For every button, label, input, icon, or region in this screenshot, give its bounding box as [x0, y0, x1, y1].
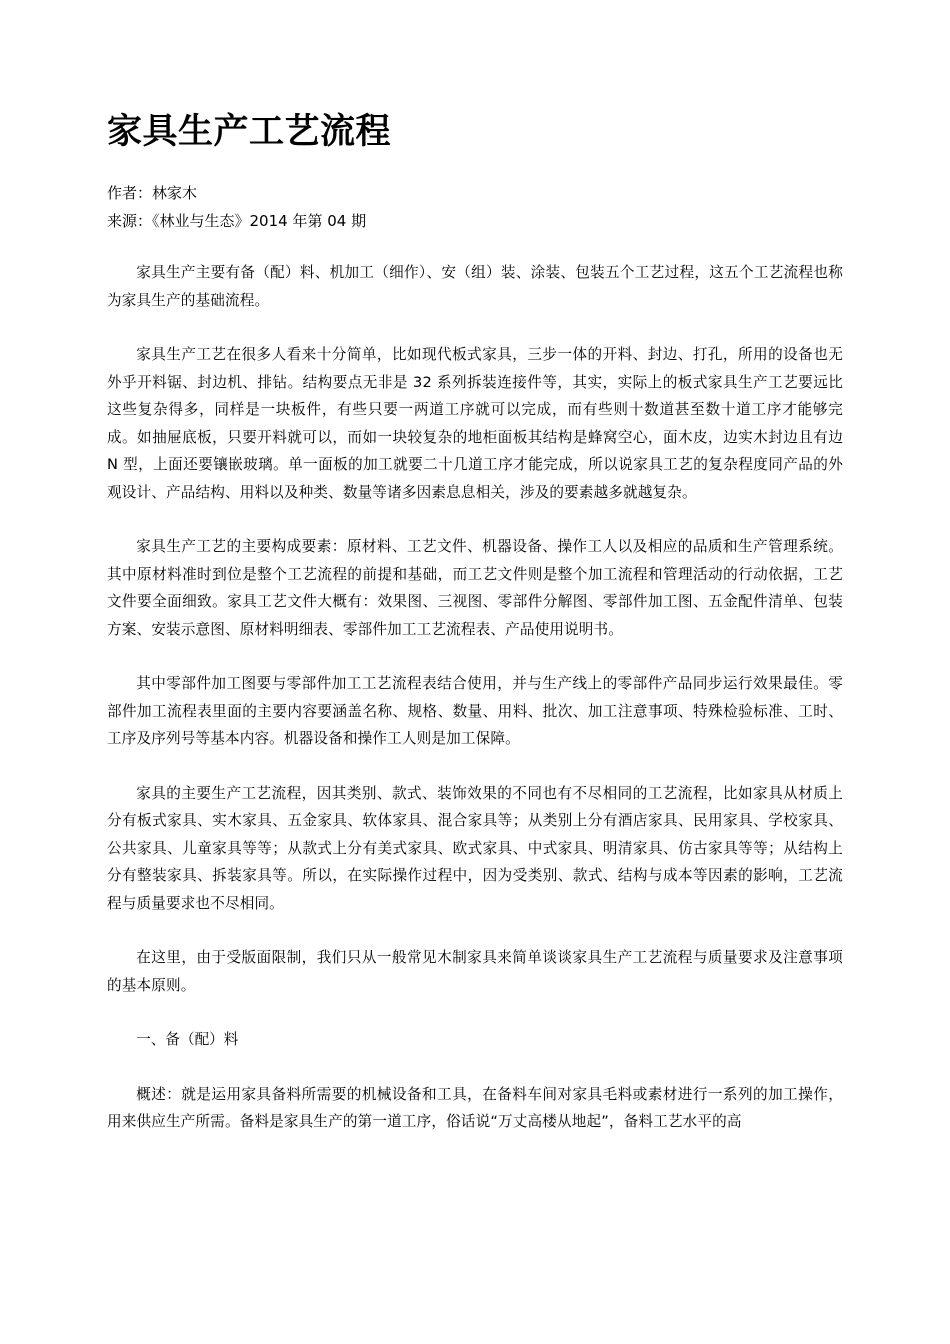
paragraph-categories: 家具的主要生产工艺流程，因其类别、款式、装饰效果的不同也有不尽相同的工艺流程，比如家具从材质上分有板式家具、实木家具、五金家具、软体家具、混合家具等；从类别上分有酒店家具、民用家具、学校家具、公共家具、儿童家具等等；从款式上分有美式家具、欧式家具、中式家具、明清家具、仿古家具等等；从结构上分有整装家具、拆装家具等。所以，在实际操作过程中，因为受类别、款式、结构与成本等因素的影响，工艺流程与质量要求也不尽相同。 — [107, 784, 843, 912]
paragraph-elements: 家具生产工艺的主要构成要素：原材料、工艺文件、机器设备、操作工人以及相应的品质和生产管理系统。其中原材料准时到位是整个工艺流程的前提和基础，而工艺文件则是整个加工流程和管理活动的行动依据，工艺文件要全面细致。家具工艺文件大概有：效果图、三视图、零部件分解图、零部件加工图、五金配件清单、包装方案、安装示意图、原材料明细表、零部件加工工艺流程表、产品使用说明书。 — [107, 538, 843, 638]
paragraph-material-prep-overview: 概述：就是运用家具备料所需要的机械设备和工具，在备料车间对家具毛料或素材进行一系列的加工操作，用来供应生产所需。备料是家具生产的第一道工序，俗话说“万丈高楼从地起”，备料工艺水平的高 — [107, 1085, 843, 1130]
section-heading-material-prep: 一、备（配）料 — [136, 1031, 239, 1048]
document-title: 家具生产工艺流程 — [107, 112, 392, 152]
paragraph-intro: 家具生产主要有备（配）料、机加工（细作）、安（组）装、涂装、包装五个工艺过程，这五个工艺流程也称为家具生产的基础流程。 — [107, 264, 843, 309]
document-body — [107, 259, 843, 1163]
source-line: 来源：《林业与生态》2014 年第 04 期 — [107, 212, 367, 230]
paragraph-parts-drawings: 其中零部件加工图要与零部件加工工艺流程表结合使用，并与生产线上的零部件产品同步运行效果最佳。零部件加工流程表里面的主要内容要涵盖名称、规格、数量、用料、批次、加工注意事项、特殊检验标准、工时、工序及序列号等基本内容。机器设备和操作工人则是加工保障。 — [107, 675, 843, 747]
paragraph-complexity: 家具生产工艺在很多人看来十分简单，比如现代板式家具，三步一体的开料、封边、打孔，所用的设备也无外乎开料锯、封边机、排钻。结构要点无非是 32 系列拆装连接件等，其实，实际上的板式家具生产工艺要远比这些复杂得多，同样是一块板件，有些只要一两道工序就可以完成，而有些则十数道甚至数十道工序才能够完成。如抽屉底板，只要开料就可以，而如一块较复杂的地柜面板其结构是蜂窝空心，面木皮，边实木封边且有边 N 型，上面还要镶嵌玻璃。单一面板的加工就要二十几道工序才能完成，所以说家具工艺的复杂程度同产品的外观设计、产品结构、用料以及种类、数量等诸多因素息息相关，涉及的要素越多就越复杂。 — [107, 346, 843, 501]
author-line: 作者：林家木 — [107, 184, 198, 202]
paragraph-scope: 在这里，由于受版面限制，我们只从一般常见木制家具来简单谈谈家具生产工艺流程与质量要求及注意事项的基本原则。 — [107, 949, 843, 994]
